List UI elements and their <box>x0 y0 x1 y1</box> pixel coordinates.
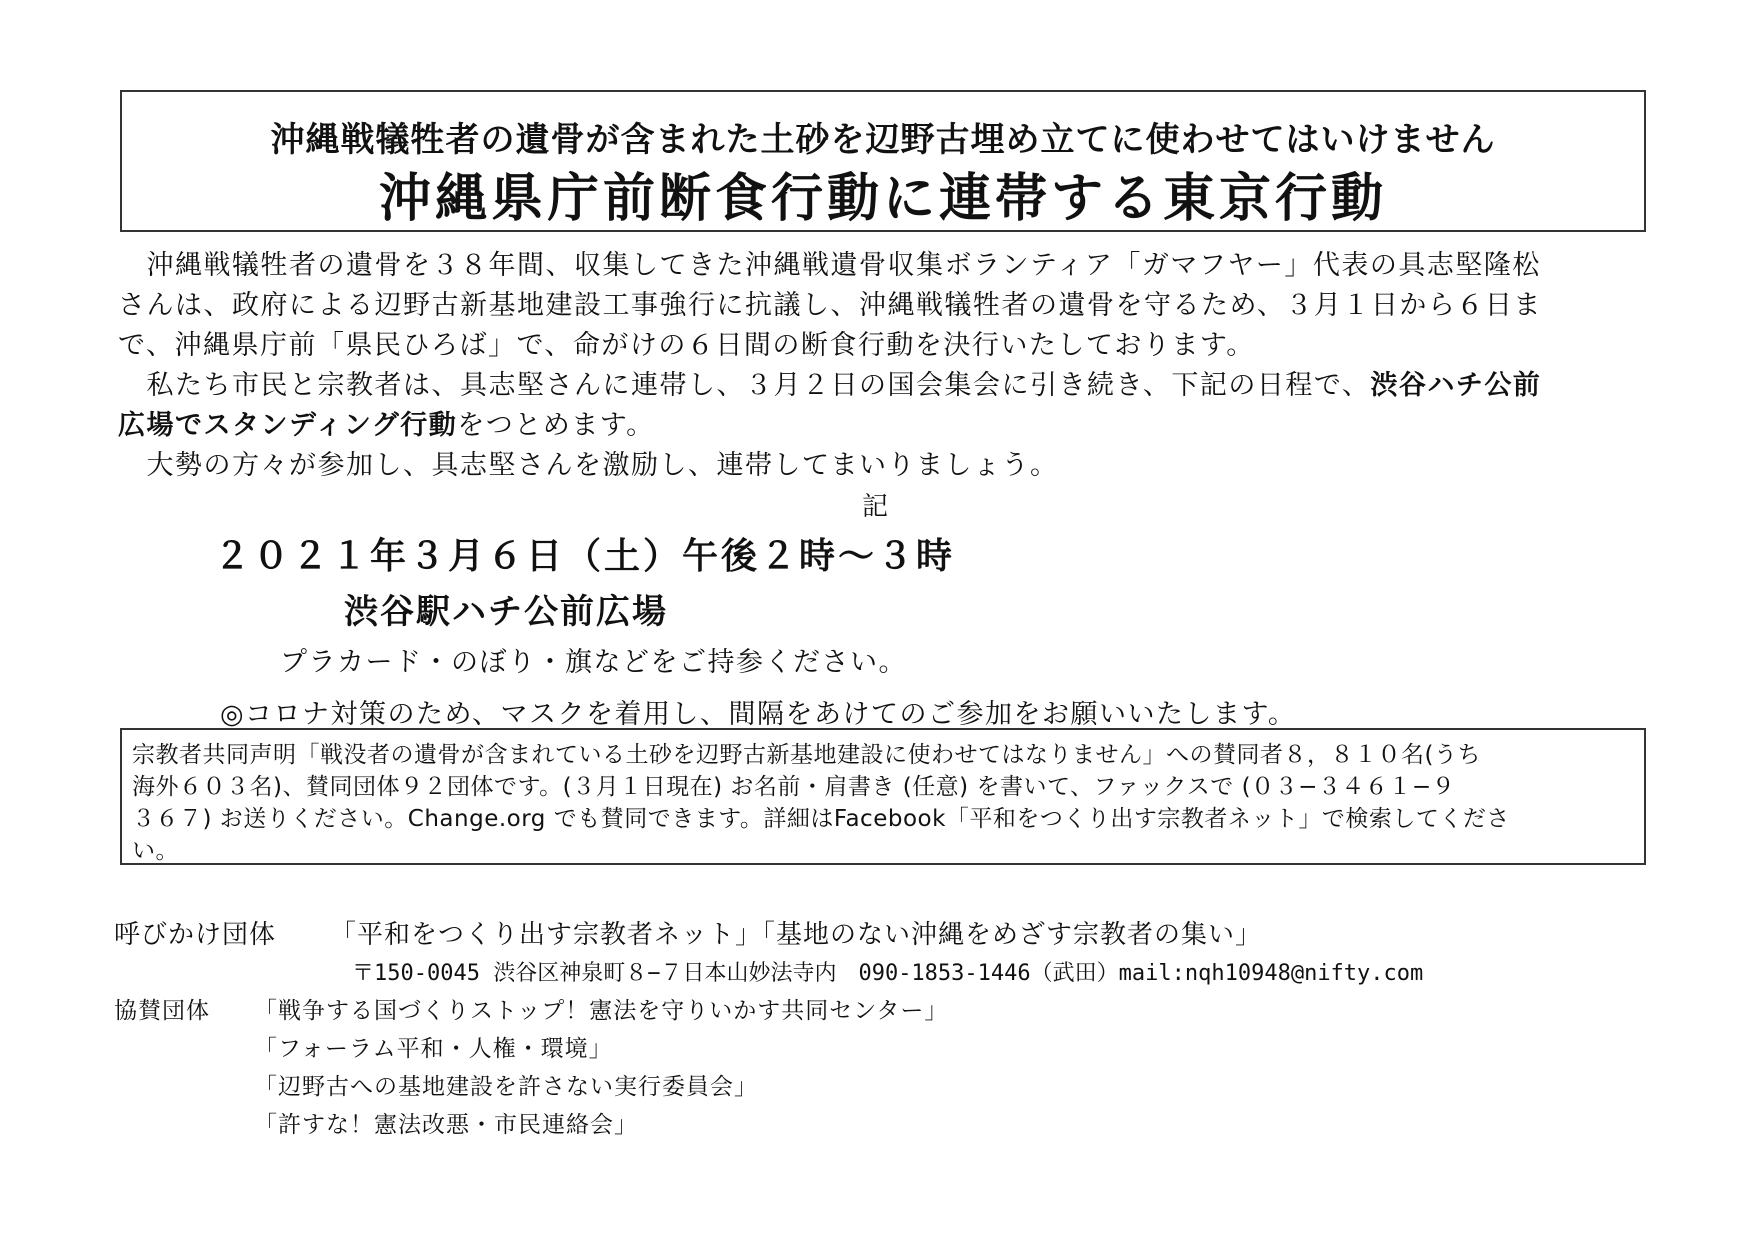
page-title: 沖縄県庁前断食行動に連帯する東京行動 <box>378 169 1387 229</box>
endorsement-line-3: ３６７) お送りください。Change.org でも賛同できます。詳細はFacebook「平和をつくり出す宗教者ネット」で検索してくださ <box>132 806 1510 832</box>
record-marker: 記 <box>862 492 889 522</box>
paragraph-3: 大勢の方々が参加し、具志堅さんを激励し、連帯してまいりましょう。 <box>118 450 1059 481</box>
paragraph-1-line-2: さんは、政府による辺野古新基地建設工事強行に抗議し、沖縄戦犠牲者の遺骨を守るため、３月１日から６日ま <box>118 290 1542 321</box>
cosponsor-item: 「許すな！憲法改悪・市民連絡会」 <box>254 1112 638 1138</box>
event-venue: 渋谷駅ハチ公前広場 <box>344 592 668 632</box>
event-date: ２０２１年３月６日（土）午後２時～３時 <box>214 536 956 577</box>
cosponsors-label: 協賛団体 <box>114 998 210 1024</box>
paragraph-2-text-2: をつとめます。 <box>457 410 655 441</box>
endorsement-line-1: 宗教者共同声明「戦没者の遺骨が含まれている土砂を辺野古新基地建設に使わせてはなりません」への賛同者８，８１０名(うち <box>132 742 1481 768</box>
paragraph-2-emphasis: 渋谷ハチ公前 <box>1370 370 1542 401</box>
paragraph-2-line-2 <box>118 406 655 446</box>
paragraph-2-emphasis-2: 広場でスタンディング行動 <box>118 410 458 441</box>
paragraph-1-line-1: 沖縄戦犠牲者の遺骨を３８年間、収集してきた沖縄戦遺骨収集ボランティア「ガマフヤー」代表の具志堅隆松 <box>118 250 1541 281</box>
subtitle: 沖縄戦犠牲者の遺骨が含まれた土砂を辺野古埋め立てに使わせてはいけません <box>270 120 1496 160</box>
title-box <box>120 90 1646 232</box>
endorsement-line-4: い。 <box>132 838 179 864</box>
organizers-address: 〒150-0045 渋谷区神泉町８−７日本山妙法寺内 090-1853-1446（武田）mail:nqh10948@nifty.com <box>352 961 1424 986</box>
endorsement-line-2: 海外６０３名)、賛同団体９２団体です。(３月１日現在) お名前・肩書き (任意) を書いて、ファックスで (０３−３４６１−９ <box>132 774 1456 800</box>
cosponsor-item: 「辺野古への基地建設を許さない実行委員会」 <box>254 1074 758 1100</box>
paragraph-2-line-1 <box>118 366 1541 406</box>
organizers-label: 呼びかけ団体 <box>114 920 277 950</box>
cosponsor-item: 「戦争する国づくりストップ！憲法を守りいかす共同センター」 <box>254 998 949 1024</box>
paragraph-2-text: 私たち市民と宗教者は、具志堅さんに連帯し、３月２日の国会集会に引き続き、下記の日程で、 <box>118 370 1371 401</box>
paragraph-1-line-3: で、沖縄県庁前「県民ひろば」で、命がけの６日間の断食行動を決行いたしております。 <box>118 330 1255 361</box>
corona-note: ◎コロナ対策のため、マスクを着用し、間隔をあけてのご参加をお願いいたします。 <box>220 699 1297 730</box>
endorsement-box <box>120 728 1646 865</box>
cosponsor-item: 「フォーラム平和・人権・環境」 <box>254 1036 613 1062</box>
bring-note: プラカード・のぼり・旗などをご持参ください。 <box>280 647 907 678</box>
organizers-names: 「平和をつくり出す宗教者ネット」「基地のない沖縄をめざす宗教者の集い」 <box>330 920 1263 950</box>
